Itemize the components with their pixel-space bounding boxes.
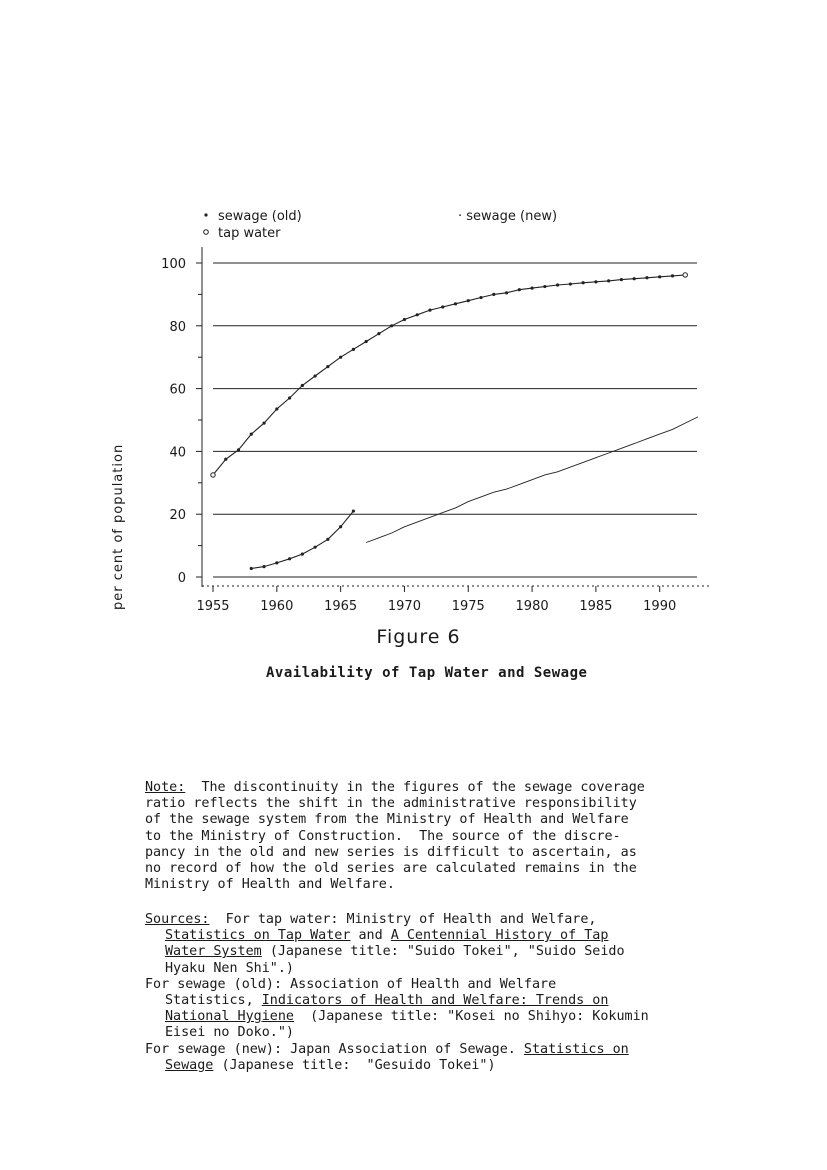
y-tick-label: 60 (169, 382, 186, 398)
source-title: Water System (165, 944, 262, 960)
data-point (314, 546, 317, 549)
data-point (326, 538, 329, 541)
y-tick-label: 80 (169, 319, 186, 335)
sources-section (145, 912, 775, 1074)
data-point (250, 433, 253, 436)
source-sewage-new-line (145, 1042, 775, 1058)
source-title: Statistics on Tap Water (165, 928, 351, 944)
source-sewage-new-line (145, 1058, 775, 1074)
y-axis-label: per cent of population (111, 443, 126, 610)
data-point (543, 285, 546, 288)
x-tick-label: 1975 (451, 599, 485, 614)
source-tap-water-line (145, 944, 775, 960)
x-tick-label: 1965 (324, 599, 358, 614)
data-point (352, 348, 355, 351)
data-point (658, 275, 661, 278)
legend-marker-circle (204, 230, 209, 235)
y-tick-label: 20 (169, 508, 186, 524)
chart-legend (204, 209, 557, 241)
data-point (530, 287, 533, 290)
source-sewage-old-line: Eisei no Doko.") (165, 1025, 294, 1041)
legend-label: sewage (old) (218, 209, 302, 224)
legend-marker-dot (204, 213, 207, 216)
y-tick-label: 0 (177, 571, 186, 586)
note-line: ratio reflects the shift in the administrative responsibility (145, 796, 637, 812)
x-tick-label: 1980 (515, 599, 549, 614)
data-point (416, 313, 419, 316)
data-point (275, 561, 278, 564)
data-point (224, 458, 227, 461)
axes (161, 247, 710, 614)
line-chart (0, 190, 827, 620)
note-section (145, 780, 775, 893)
data-point (556, 283, 559, 286)
source-text: (Japanese title: "Suido Tokei", "Suido Seido (269, 944, 625, 960)
note-label: Note: (145, 780, 186, 795)
data-point (390, 324, 393, 327)
figure-title: Availability of Tap Water and Sewage (266, 665, 588, 681)
data-point (428, 309, 431, 312)
source-title: Statistics on (523, 1041, 629, 1057)
source-tap-water-line (145, 928, 775, 944)
sources-label: Sources: (145, 912, 210, 927)
data-point (339, 356, 342, 359)
data-point (607, 279, 610, 282)
note-text: The discontinuity in the figures of the sewage coverage (201, 780, 645, 795)
source-sewage-old-line (145, 1009, 775, 1025)
figure-label (0, 626, 827, 648)
note-line: pancy in the old and new series is difficult to ascertain, as (145, 844, 637, 860)
data-point (594, 280, 597, 283)
data-point (262, 565, 265, 568)
data-point (505, 291, 508, 294)
data-point (518, 288, 521, 291)
source-text: For sewage (new): Japan Association of Sewage. (145, 1041, 516, 1057)
data-point (288, 396, 291, 399)
series-line (366, 417, 698, 543)
data-point (301, 552, 304, 555)
source-sewage-old-line: For sewage (old): Association of Health and Welfare (145, 976, 557, 992)
x-tick-label: 1960 (260, 599, 294, 614)
data-point (301, 384, 304, 387)
data-point (237, 448, 240, 451)
data-point (441, 305, 444, 308)
data-point (314, 374, 317, 377)
legend-label: tap water (218, 226, 281, 241)
data-point (211, 473, 215, 477)
data-point (365, 340, 368, 343)
data-point (620, 278, 623, 281)
source-title: A Centennial History of Tap (390, 928, 609, 944)
data-point (377, 332, 380, 335)
data-point (683, 273, 687, 277)
source-title: National Hygiene (165, 1009, 294, 1025)
source-title: Sewage (165, 1057, 214, 1073)
series-line (213, 275, 685, 475)
data-point (633, 277, 636, 280)
source-tap-water-intro: For tap water: Ministry of Health and Welfare, (225, 912, 597, 927)
note-line: Ministry of Health and Welfare. (145, 877, 395, 893)
note-line: of the sewage system from the Ministry of Health and Welfare (145, 812, 629, 828)
note-line: to the Ministry of Construction. The source of the discre- (145, 828, 621, 844)
source-text: and (358, 928, 383, 944)
data-point (275, 407, 278, 410)
x-tick-label: 1985 (579, 599, 613, 614)
data-point (569, 282, 572, 285)
data-point (339, 525, 342, 528)
series-line (251, 511, 353, 568)
y-tick-label: 100 (161, 257, 186, 272)
data-point (492, 293, 495, 296)
source-title: Indicators of Health and Welfare: Trends on (261, 993, 609, 1009)
legend-label: · sewage (new) (458, 209, 558, 224)
source-sewage-old-line (145, 993, 775, 1009)
source-tap-water-line (145, 912, 775, 928)
source-text: Statistics, (165, 993, 254, 1009)
data-point (352, 509, 355, 512)
note-line: no record of how the old series are calculated remains in the (145, 861, 637, 877)
data-point (262, 422, 265, 425)
data-point (403, 318, 406, 321)
figure-label-text: Figure 6 (376, 626, 461, 648)
y-tick-label: 40 (169, 445, 186, 461)
source-text: (Japanese title: "Gesuido Tokei") (221, 1057, 496, 1073)
x-tick-label: 1970 (387, 599, 421, 614)
gridlines (213, 263, 697, 577)
data-point (671, 274, 674, 277)
data-point (288, 557, 291, 560)
x-tick-label: 1990 (643, 599, 677, 614)
data-point (479, 296, 482, 299)
data-point (645, 276, 648, 279)
source-tap-water-line: Hyaku Nen Shi".) (165, 960, 294, 976)
source-text: (Japanese title: "Kosei no Shihyo: Kokumin (310, 1009, 649, 1025)
data-point (582, 281, 585, 284)
data-point (467, 299, 470, 302)
data-point (326, 365, 329, 368)
series-layer (211, 273, 698, 570)
data-point (454, 302, 457, 305)
data-point (250, 567, 253, 570)
x-tick-label: 1955 (196, 599, 230, 614)
note-line (145, 780, 775, 796)
